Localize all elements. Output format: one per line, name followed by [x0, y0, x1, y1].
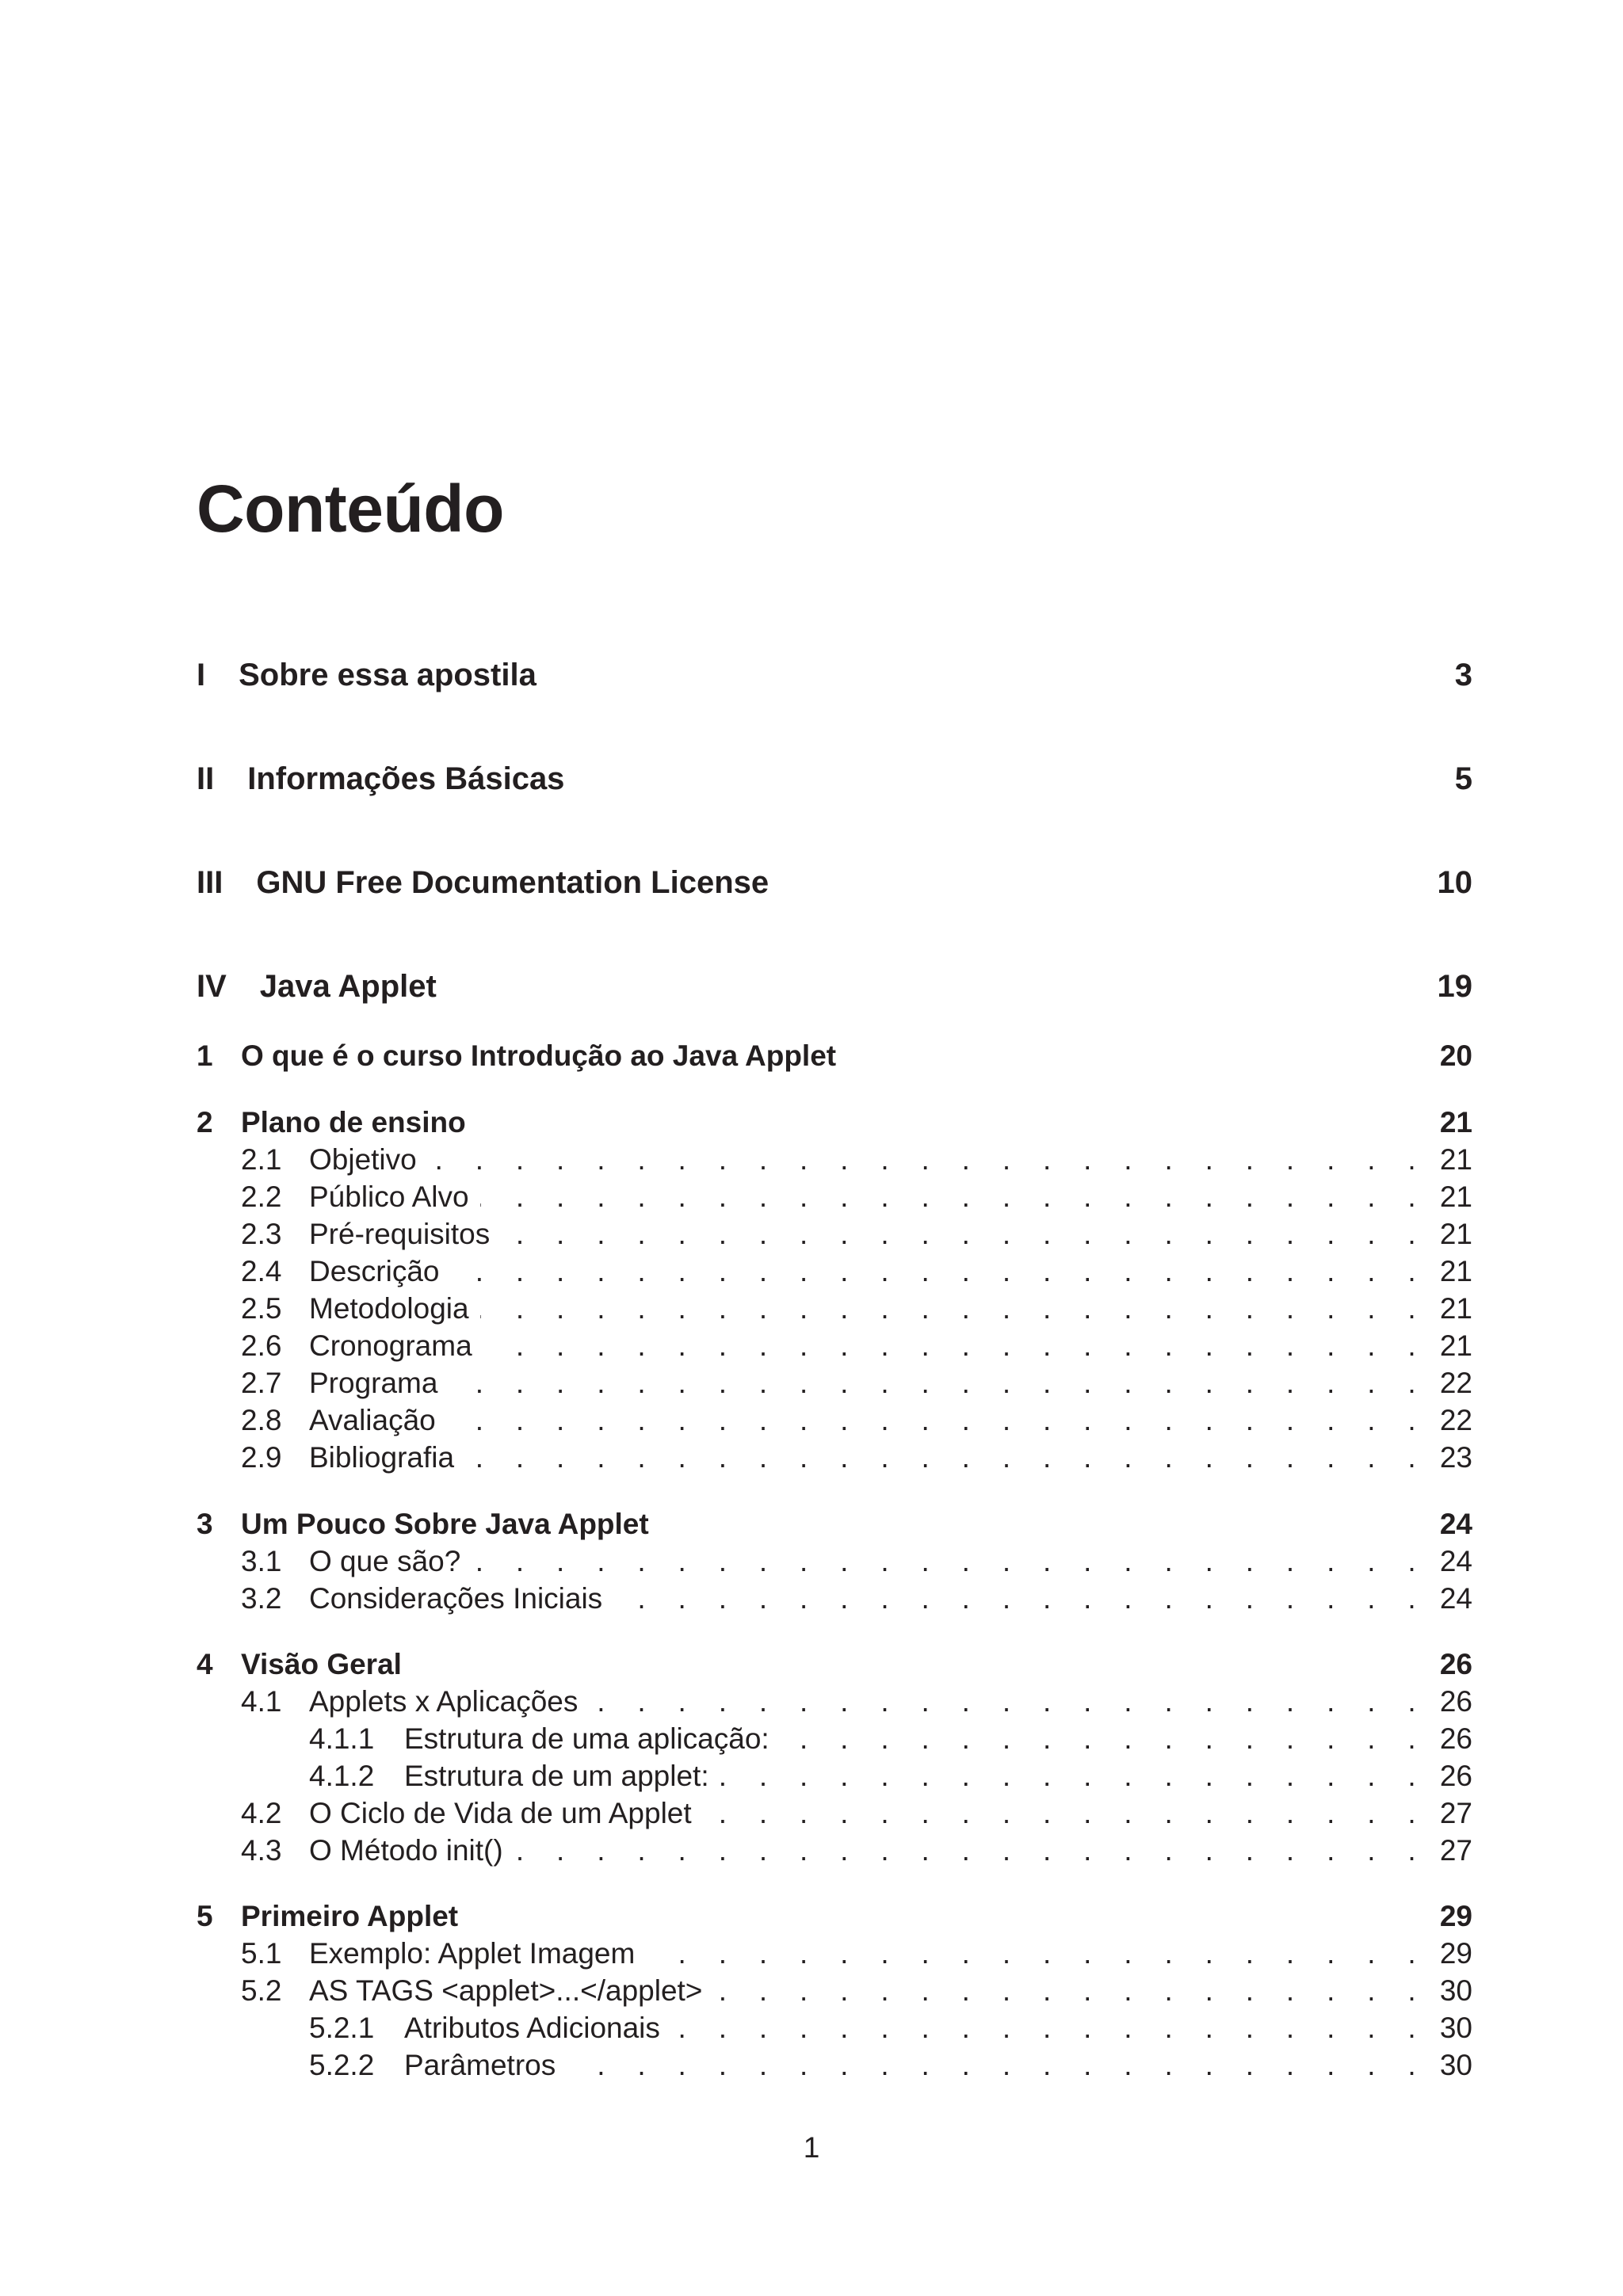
toc-subsection-page: 30 [1439, 2012, 1472, 2044]
toc-section-page: 24 [1439, 1545, 1472, 1577]
toc-section-page: 26 [1439, 1685, 1472, 1718]
toc-section-row[interactable] [197, 1329, 1472, 1363]
toc-section-page: 24 [1439, 1582, 1472, 1615]
toc-section-row[interactable] [197, 1834, 1472, 1867]
toc-section-title: Cronograma [309, 1329, 472, 1362]
toc-part-page: 5 [1454, 761, 1472, 796]
toc-chapter-number: 5 [197, 1900, 213, 1932]
toc-chapter-row[interactable] [197, 1508, 1472, 1541]
toc-section-page: 21 [1439, 1255, 1472, 1287]
toc-section-page: 21 [1439, 1292, 1472, 1325]
toc-section-row[interactable] [197, 1582, 1472, 1615]
toc-section-title: Avaliação [309, 1404, 436, 1436]
toc-section-title: Descrição [309, 1255, 440, 1287]
dot-leader [671, 2012, 1428, 2045]
toc-part-page: 10 [1437, 865, 1472, 900]
toc-section-title: Considerações Iniciais [309, 1582, 603, 1615]
toc-section-page: 27 [1439, 1834, 1472, 1867]
toc-section-number: 4.3 [241, 1834, 282, 1867]
toc-part-title: GNU Free Documentation License [256, 865, 769, 900]
toc-subsection-row[interactable] [197, 2012, 1472, 2045]
toc-section-page: 21 [1439, 1143, 1472, 1176]
toc-section-row[interactable] [197, 1974, 1472, 2008]
dot-leader [646, 1937, 1428, 1970]
toc-section-title: Metodologia [309, 1292, 469, 1325]
toc-subsection-row[interactable] [197, 1760, 1472, 1793]
toc-part-row[interactable] [197, 969, 1472, 1005]
toc-section-row[interactable] [197, 1180, 1472, 1214]
toc-section-row[interactable] [197, 1404, 1472, 1437]
toc-section-number: 2.2 [241, 1180, 282, 1213]
toc-section-row[interactable] [197, 1218, 1472, 1251]
toc-subsection-row[interactable] [197, 2049, 1472, 2082]
toc-chapter-title: Um Pouco Sobre Java Applet [241, 1508, 649, 1540]
dot-leader [567, 2049, 1428, 2082]
toc-section-row[interactable] [197, 1685, 1472, 1718]
toc-section-title: Bibliografia [309, 1441, 455, 1474]
toc-section-number: 2.8 [241, 1404, 282, 1436]
toc-subsection-number: 5.2.1 [309, 2012, 375, 2044]
toc-subsection-number: 4.1.1 [309, 1722, 375, 1755]
page-title: Conteúdo [197, 471, 504, 546]
toc-subsection-number: 5.2.2 [309, 2049, 375, 2081]
toc-subsection-title: Atributos Adicionais [404, 2012, 660, 2044]
toc-chapter-page: 29 [1439, 1900, 1472, 1932]
toc-section-number: 2.7 [241, 1367, 282, 1399]
toc-section-page: 29 [1439, 1937, 1472, 1970]
toc-section-page: 23 [1439, 1441, 1472, 1474]
toc-subsection-page: 30 [1439, 2049, 1472, 2081]
toc-section-title: Objetivo [309, 1143, 417, 1176]
toc-section-page: 21 [1439, 1180, 1472, 1213]
toc-part-number: II [197, 761, 215, 796]
dot-leader [514, 1834, 1428, 1867]
dot-leader [483, 1329, 1428, 1363]
dot-leader [613, 1582, 1428, 1615]
toc-chapter-page: 24 [1439, 1508, 1472, 1540]
toc-section-number: 2.3 [241, 1218, 282, 1250]
dot-leader [713, 1974, 1428, 2008]
toc-chapter-title: Visão Geral [241, 1648, 402, 1680]
dot-leader [781, 1722, 1428, 1756]
toc-part-title: Sobre essa apostila [239, 658, 537, 692]
toc-chapter-title: Primeiro Applet [241, 1900, 459, 1932]
toc-section-row[interactable] [197, 1292, 1472, 1325]
toc-chapter-row[interactable] [197, 1106, 1472, 1139]
toc-section-title: O Ciclo de Vida de um Applet [309, 1797, 692, 1829]
page-number: 1 [803, 2131, 820, 2164]
dot-leader [472, 1545, 1428, 1578]
dot-leader [465, 1441, 1428, 1474]
toc-subsection-number: 4.1.2 [309, 1760, 375, 1792]
toc-section-number: 3.1 [241, 1545, 282, 1577]
toc-section-page: 27 [1439, 1797, 1472, 1829]
dot-leader [447, 1404, 1428, 1437]
toc-subsection-row[interactable] [197, 1722, 1472, 1756]
toc-chapter-title: Plano de ensino [241, 1106, 466, 1138]
toc-section-title: O que são? [309, 1545, 461, 1577]
dot-leader [501, 1218, 1428, 1251]
toc-chapter-row[interactable] [197, 1900, 1472, 1933]
dot-leader [428, 1143, 1428, 1177]
toc-section-page: 30 [1439, 1974, 1472, 2007]
toc-subsection-page: 26 [1439, 1760, 1472, 1792]
toc-part-page: 19 [1437, 969, 1472, 1004]
toc-part-row[interactable] [197, 658, 1472, 693]
toc-section-number: 2.6 [241, 1329, 282, 1362]
toc-subsection-title: Estrutura de uma aplicação: [404, 1722, 769, 1755]
toc-chapter-number: 3 [197, 1508, 213, 1540]
toc-section-row[interactable] [197, 1255, 1472, 1288]
toc-chapter-row[interactable] [197, 1648, 1472, 1681]
toc-part-row[interactable] [197, 865, 1472, 901]
toc-section-row[interactable] [197, 1367, 1472, 1400]
toc-section-page: 21 [1439, 1218, 1472, 1250]
dot-leader [720, 1760, 1428, 1793]
toc-section-number: 2.1 [241, 1143, 282, 1176]
toc-part-title: Informações Básicas [247, 761, 565, 796]
toc-section-title: Público Alvo [309, 1180, 469, 1213]
dot-leader [451, 1255, 1429, 1288]
toc-chapter-page: 20 [1439, 1039, 1472, 1072]
toc-chapter-number: 1 [197, 1039, 213, 1072]
toc-subsection-title: Estrutura de um applet: [404, 1760, 709, 1792]
toc-section-page: 22 [1439, 1404, 1472, 1436]
toc-section-number: 4.2 [241, 1797, 282, 1829]
toc-part-number: IV [197, 969, 227, 1004]
toc-section-page: 21 [1439, 1329, 1472, 1362]
toc-section-number: 3.2 [241, 1582, 282, 1615]
dot-leader [703, 1797, 1428, 1830]
toc-section-title: O Método init() [309, 1834, 503, 1867]
toc-chapter-number: 4 [197, 1648, 213, 1680]
toc-section-number: 5.2 [241, 1974, 282, 2007]
toc-section-title: Applets x Aplicações [309, 1685, 579, 1718]
toc-subsection-title: Parâmetros [404, 2049, 556, 2081]
toc-section-title: Pré-requisitos [309, 1218, 491, 1250]
toc-section-row[interactable] [197, 1441, 1472, 1474]
toc-chapter-number: 2 [197, 1106, 213, 1138]
toc-section-title: Programa [309, 1367, 438, 1399]
toc-chapter-title: O que é o curso Introdução ao Java Applet [241, 1039, 837, 1072]
toc-part-title: Java Applet [259, 969, 437, 1004]
toc-part-row[interactable] [197, 761, 1472, 797]
toc-section-number: 5.1 [241, 1937, 282, 1970]
dot-leader [449, 1367, 1428, 1400]
toc-section-row[interactable] [197, 1545, 1472, 1578]
dot-leader [480, 1292, 1428, 1325]
toc-section-row[interactable] [197, 1937, 1472, 1970]
toc-section-row[interactable] [197, 1797, 1472, 1830]
toc-part-page: 3 [1454, 658, 1472, 692]
toc-chapter-row[interactable] [197, 1039, 1472, 1073]
toc-part-number: I [197, 658, 206, 692]
toc-part-number: III [197, 865, 223, 900]
toc-section-number: 4.1 [241, 1685, 282, 1718]
toc-section-page: 22 [1439, 1367, 1472, 1399]
dot-leader [589, 1685, 1428, 1718]
toc-subsection-page: 26 [1439, 1722, 1472, 1755]
dot-leader [480, 1180, 1428, 1214]
toc-section-number: 2.5 [241, 1292, 282, 1325]
toc-section-title: AS TAGS <applet>...</applet> [309, 1974, 703, 2007]
toc-section-title: Exemplo: Applet Imagem [309, 1937, 636, 1970]
toc-section-row[interactable] [197, 1143, 1472, 1177]
toc-section-number: 2.4 [241, 1255, 282, 1287]
toc-section-number: 2.9 [241, 1441, 282, 1474]
toc-chapter-page: 21 [1439, 1106, 1472, 1138]
toc-chapter-page: 26 [1439, 1648, 1472, 1680]
